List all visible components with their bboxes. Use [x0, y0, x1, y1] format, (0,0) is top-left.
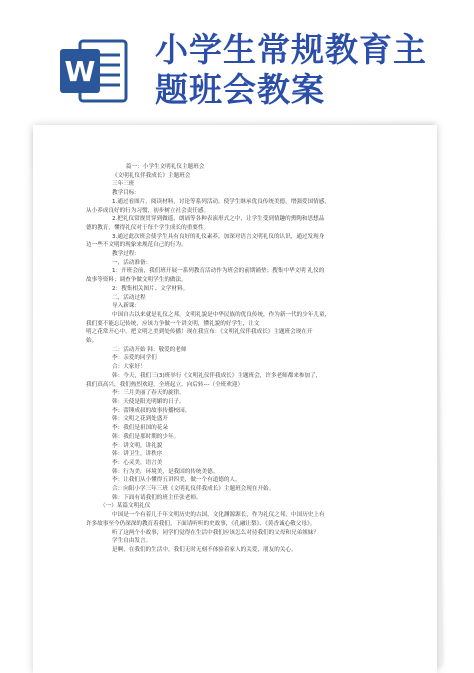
document-line: 我们要不能忘记传统，应该力争做一个讲文明，懂礼貌的好学生，让文 [86, 320, 260, 327]
document-line: 韩：文明之花到处盛开 [112, 416, 168, 423]
document-line: 2：搜集相关图片、文学材料。 [112, 285, 189, 292]
document-line: 韩：我们是那时期的少年。 [112, 433, 180, 440]
document-line: 听了这两个小故事，同学们觉得在生活中我们应该怎么对待我们的父母和兄弟姐妹？ [112, 529, 319, 536]
document-line: 故事等资料；调查争做文明学生的做法。 [86, 277, 187, 284]
document-line: 李：三月美丽了春天的旋律。 [112, 390, 185, 397]
document-line: 教学过程： [112, 251, 140, 258]
document-line: （一）某篇文明礼仪 [100, 503, 151, 510]
document-line: 2.把礼仪常规贯穿到做遥，朗诵等各种表演形式之中，让学生受到情趣的熏陶和思想品 [112, 216, 325, 223]
document-line: 二：活动开始 韩：敬爱的老师 [112, 346, 187, 353]
document-line: 中国是一个有着几千年文明历史的古国，文化渊源源长，作为礼仪之邦，中国历史上有 [112, 512, 325, 519]
document-line: 一，活动准备： [112, 259, 152, 266]
document-line: 韩：今天，我们三(3)班举行《文明礼仪伴我成长》主题班会，许多老师都来参加了， [112, 372, 322, 379]
document-line: 篇一：小学生文明礼仪主题班会 [126, 164, 205, 170]
document-line: 韩：讲卫生，讲秩序 [112, 451, 163, 458]
document-line: 导入新课： [112, 303, 140, 310]
document-line: 韩：下面有请我们的班主任张老师。 [112, 494, 202, 501]
document-line: 许多故事至今仍深深的教育着我们。下面请听听的史故事，《孔融让梨》、《黄香诚心敬父母》。 [86, 520, 316, 527]
document-line: 韩：天使是阳光明媚的日子。 [112, 398, 185, 405]
document-line: 李：心灵美，语言美 [112, 459, 163, 466]
document-line: 韩：行为美，环境美，是我国的传统美德。 [112, 468, 219, 475]
document-line: 1：开班会前，我们班开展一系列教育活动作为班会的前期铺垫；搜集中华文明 礼仪的 [112, 268, 325, 275]
document-line: 李：蕾锤成叔的故事传播校园。 [112, 407, 191, 414]
document-body [86, 163, 416, 555]
document-line: 边一些不文明的现象来规范自己的行为。 [86, 242, 187, 249]
header-band [0, 0, 474, 118]
title-line-2: 题班会教案 [155, 70, 325, 109]
title-line-1: 小学生常规教育主 [155, 30, 427, 69]
document-line: 合：大家好！ [112, 364, 146, 371]
word-document-icon [58, 35, 130, 107]
document-line: 3.通过此次班会使学生具有良好的礼仪素养，加深对语言文明礼仪的认识，通过发现身 [112, 233, 325, 240]
document-line: 李：我们是祖国的花朵 [112, 425, 168, 432]
document-line: 二，活动过程 [112, 294, 146, 301]
document-line: 中国自古以来就是礼仪之邦，文明礼貌是中华民族的优良传统，作为新一代的少年儿童， [112, 311, 331, 318]
document-line: 合：向阳小学三年三班《文明礼仪伴我成长》主题班会现在开始。 [112, 486, 275, 493]
document-line: 始。 [86, 338, 98, 345]
document-line: 李：讲文明，讲礼貌 [112, 442, 163, 449]
document-line: 李：亲爱的同学们 [112, 355, 157, 362]
document-line: 我们真高兴，我们热烈欢迎，全班起立，向后转---（全班欢迎） [86, 381, 244, 388]
document-line: 学生自由发言。 [112, 538, 152, 545]
document-line: 李：让我们从小懂得五讲四美，做一个有道德的人。 [112, 477, 241, 484]
document-line: 从小养成良好的行为习惯，初步树立社会责任感。 [86, 207, 210, 214]
document-line: 是啊，在我们的生活中，我们无时无刻不体验着家人的关爱，朋友的关心。 [112, 546, 297, 553]
document-line: 《文明礼仪伴我成长》主题班会 [112, 172, 191, 179]
page-title [155, 30, 455, 110]
document-line: 明之花常开心中，把文明之美到处传播！现在我宣布：《文明礼仪伴我成长》主题班会现在开 [86, 329, 313, 336]
document-line: 教学目标： [112, 190, 140, 197]
logo-letter: W [64, 55, 96, 88]
document-line: 德的教育，懂得礼仪对于每个学生成长的重要性。 [86, 224, 210, 231]
document-line: 三年三班 [112, 181, 135, 188]
document-line: 1.通过看图片，阅读材料，讨论等系列活动，使学生继承优良传统美德，增强爱国情感， [112, 198, 330, 205]
